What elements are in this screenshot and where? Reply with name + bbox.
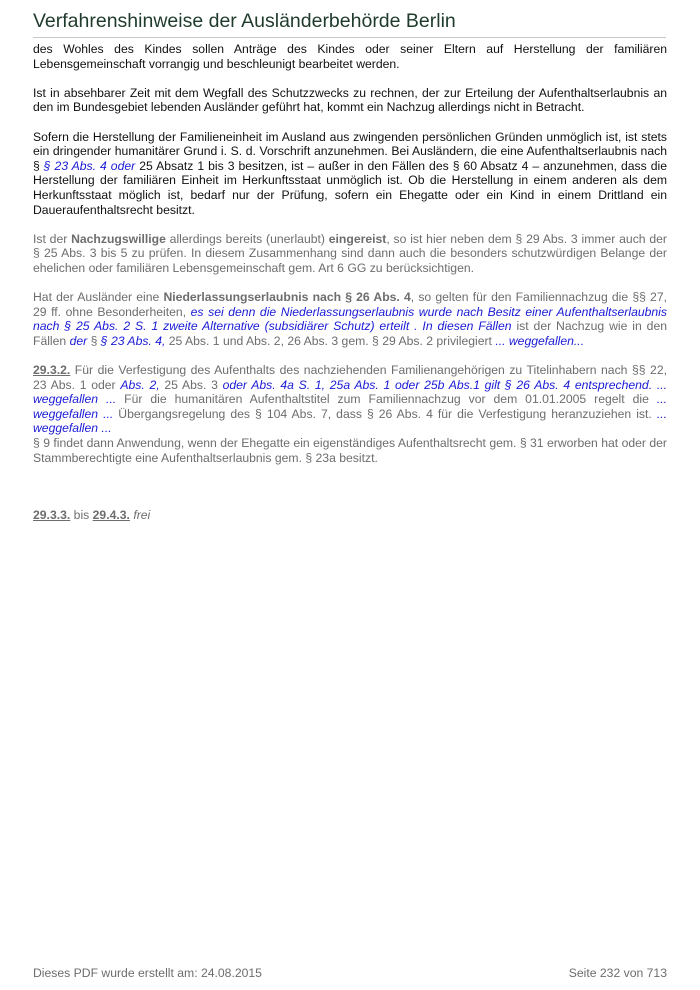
amendment-link[interactable]: der	[69, 333, 88, 348]
status-text: frei	[133, 508, 151, 523]
section-ref-link[interactable]: 29.3.2.	[33, 363, 71, 378]
text-span: Ist der	[33, 231, 72, 246]
amendment-link[interactable]: oder Abs. 4a S. 1, 25a Abs. 1 oder 25b Abs.1 gilt § 26 Abs. 4 entsprechend.	[222, 377, 653, 392]
bold-term: Niederlassungserlaubnis nach § 26 Abs. 4	[163, 290, 411, 305]
text-span: , so gelten für den Familiennachzug die §§ 27, 29 ff. ohne Besonderheiten,	[33, 290, 667, 319]
bold-term: Nachzugswillige	[71, 231, 166, 246]
text-span: 25 Abs. 1 und Abs. 2, 26 Abs. 3 gem. § 29 Abs. 2 privilegiert	[165, 333, 496, 348]
removed-link[interactable]: ... weggefallen ...	[33, 377, 667, 407]
paragraph-5	[33, 290, 667, 348]
page-title: Verfahrenshinweise der Ausländerbehörde Berlin	[33, 10, 456, 32]
document-body	[33, 42, 667, 537]
page-footer	[33, 966, 667, 980]
amendment-link[interactable]: es sei denn die Niederlassungserlaubnis wurde nach Besitz einer Aufenthaltserlaubnis nach § 25 Abs. 2 S. 1 zweite Alternative (subsidiärer Schutz) erteilt . In diesen Fällen	[33, 304, 667, 334]
text-span: 25 Absatz 1 bis 3 besitzen, ist – außer in den Fällen des § 60 Absatz 4 – anzunehmen, dass die Herstellung der familiären Einheit im Herkunftsstaat unmöglich ist. Ob die Herstellung in einem anderen als dem Herkunftsstaat möglich ist, bedarf nur der Prüfung, sofern ein Ehegatte oder ein Kind in einem Drittland ein Daueraufenthaltsrecht besitzt.	[33, 158, 668, 217]
text-span: 25 Abs. 3	[159, 377, 223, 392]
section-ref-link[interactable]: 29.3.3.	[33, 508, 71, 523]
removed-link[interactable]: ... weggefallen ...	[33, 392, 667, 421]
bold-term: eingereist	[328, 231, 387, 246]
text-span: Übergangsregelung des § 104 Abs. 7, dass § 26 Abs. 4 für die Verfestigung heranzuziehen ist.	[113, 406, 657, 421]
text-span: ist der Nachzug wie in den Fällen	[33, 319, 667, 348]
paragraph-2: Ist in absehbarer Zeit mit dem Wegfall des Schutzzwecks zu rechnen, der zur Erteilung der Aufenthaltserlaubnis an den im Bundesgebiet lebenden Ausländer geführt hat, kommt ein Nachzug allerdings nicht in Betracht.	[33, 85, 667, 115]
text-span: , so ist hier neben dem § 29 Abs. 3 immer auch der § 25 Abs. 3 bis 5 zu prüfen. In diesem Zusammenhang sind dann auch die besonders schutzwürdigen Belange der ehelichen oder familiären Lebensgemeinschaft gem. Art 6 GG zu berücksichtigen.	[33, 231, 667, 275]
text-span: § 9 findet dann Anwendung, wenn der Ehegatte ein eigenständiges Aufenthaltsrecht gem. § 31 erworben hat oder der Stammberechtigte eine Aufenthaltserlaubnis gem. § 23a besitzt.	[33, 436, 667, 465]
creation-date: Dieses PDF wurde erstellt am: 24.08.2015	[33, 966, 262, 980]
text-span: Für die Verfestigung des Aufenthalts des nachziehenden Familienangehörigen zu Titelinhabern nach §§ 22, 23 Abs. 1 oder	[33, 363, 667, 392]
text-span: §	[87, 333, 101, 348]
text-span: bis	[70, 508, 93, 523]
paragraph-4	[33, 232, 667, 276]
paragraph-1: des Wohles des Kindes sollen Anträge des Kindes oder seiner Eltern auf Herstellung der familiären Lebensgemeinschaft vorrangig und beschleunigt bearbeitet werden.	[33, 42, 667, 71]
law-link[interactable]: § 23 Abs. 4 oder	[43, 158, 136, 173]
text-span: allerdings bereits (unerlaubt)	[165, 231, 329, 246]
text-span: Sofern die Herstellung der Familieneinheit im Ausland aus zwingenden persönlichen Gründen unmöglich ist, ist stets ein dringender humanitärer Grund i. S. d. Vorschrift anzunehmen. Bei Ausländern, die eine Aufenthaltserlaubnis nach §	[33, 129, 667, 173]
removed-link[interactable]: ... weggefallen ...	[33, 406, 667, 436]
text-span: Hat der Ausländer eine	[33, 290, 164, 305]
removed-link[interactable]: ... weggefallen...	[495, 333, 585, 348]
paragraph-6	[33, 363, 667, 465]
page-number: Seite 232 von 713	[568, 966, 667, 980]
page-header	[33, 10, 666, 38]
paragraph-3	[33, 130, 667, 218]
text-span: Für die humanitären Aufenthaltstitel zum Familiennachzug vor dem 01.01.2005 regelt die	[116, 392, 657, 407]
paragraph-7	[33, 508, 667, 523]
law-link[interactable]: § 23 Abs. 4,	[100, 333, 166, 348]
section-ref-link[interactable]: 29.4.3.	[92, 508, 130, 523]
law-link[interactable]: Abs. 2,	[120, 377, 160, 392]
